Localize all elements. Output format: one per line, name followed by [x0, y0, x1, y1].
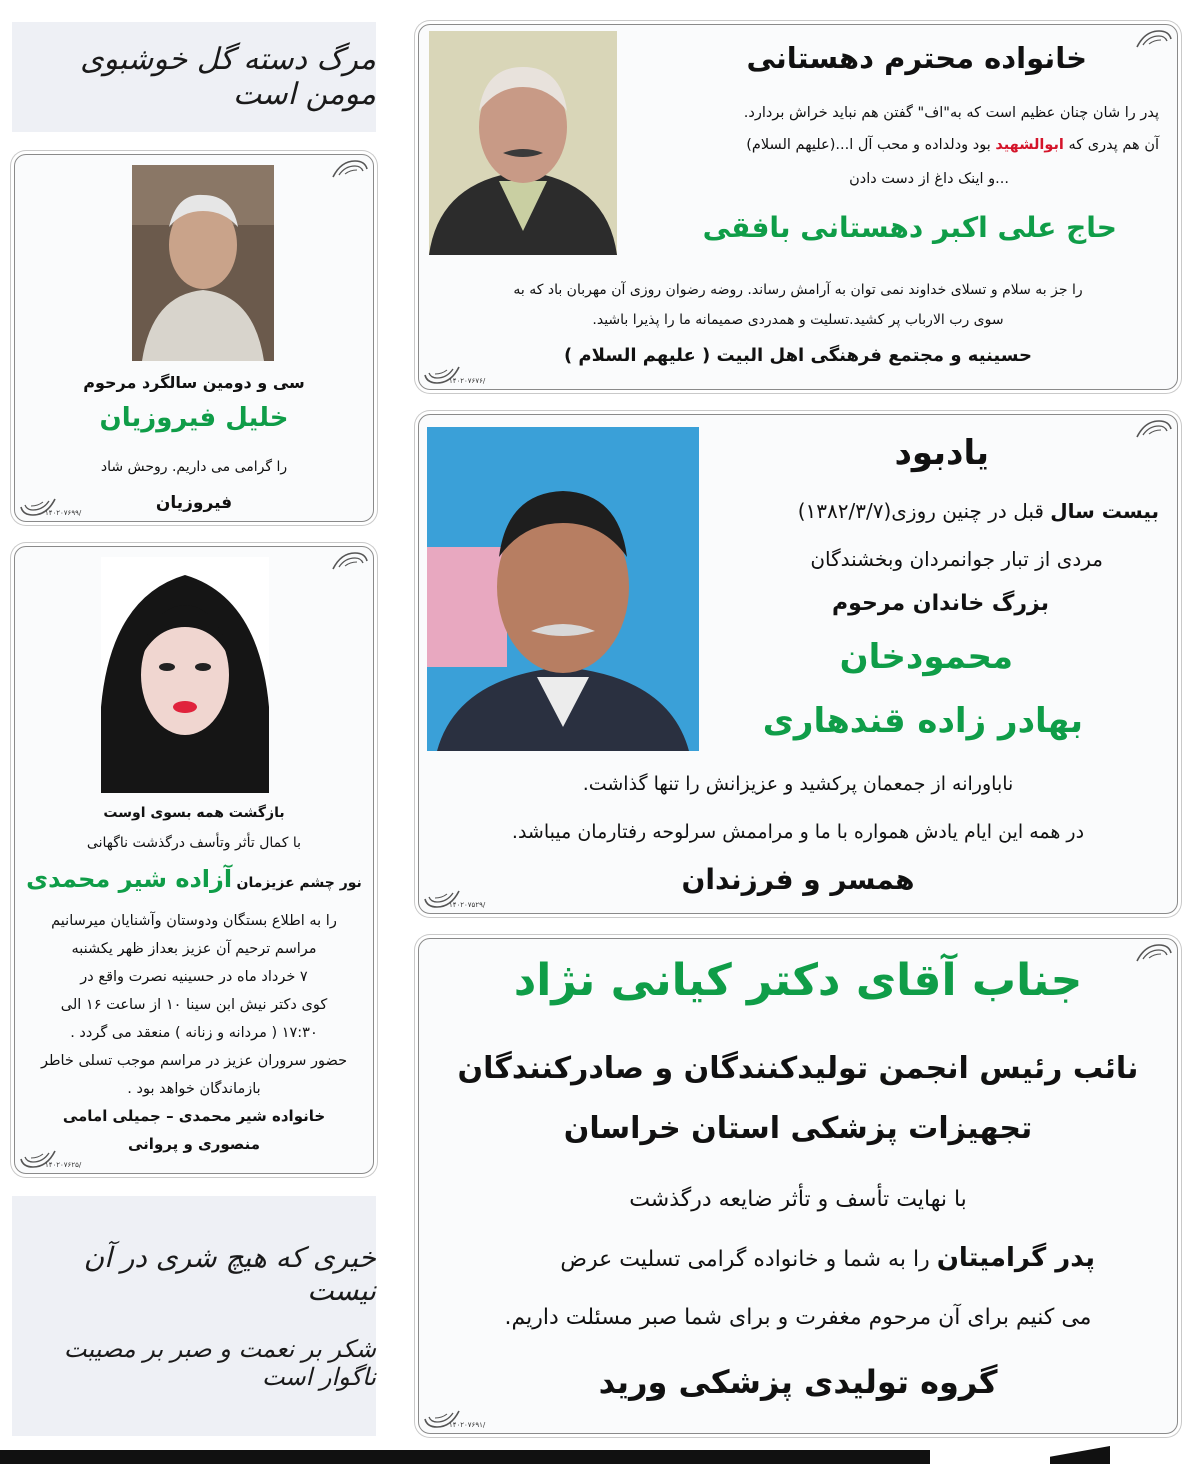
ad-body-line: کوی دکتر نیش ابن سینا ۱۰ از ساعت ۱۶ الی: [60, 997, 328, 1013]
ad-body-line: بازماندگان خواهد بود .: [127, 1081, 261, 1097]
ad-memorial-line1-rest: قبل در چنین روزی(۱۳۸۲/۳/۷): [797, 499, 1044, 523]
ad-memorial-line1-bold: بیست سال: [1050, 499, 1159, 523]
ad-body-line: ۷ خرداد ماه در حسینیه نصرت واقع در: [80, 969, 308, 985]
ad-memorial-line4: ناباورانه از جمعمان پرکشید و عزیزانش را تنها گذاشت.: [582, 773, 1014, 795]
ad-body-line: مراسم ترحیم آن عزیز بعداز ظهر یکشنبه: [71, 941, 317, 957]
portrait-photo: [101, 557, 269, 793]
quote-band-bottom: [12, 1196, 376, 1436]
ad-memorial-title: یادبود: [894, 433, 989, 473]
ad-memorial-line5: در همه این ایام یادش همواره با ما و مراممش سرلوحه رفتارمان میباشد.: [511, 821, 1085, 843]
ornament-icon: [1135, 417, 1173, 439]
ad-dehestani-line2: [746, 137, 1159, 153]
ad-kiani: [418, 938, 1178, 1434]
ad-memorial-line2: مردی از تبار جوانمردان وبخشندگان: [810, 547, 1103, 571]
ad-kiani-line3: می کنیم برای آن مرحوم مغفرت و برای شما صبر مسئلت داریم.: [504, 1305, 1092, 1330]
ad-body-line: را به اطلاع بستگان ودوستان وآشنایان میرسانیم: [51, 913, 337, 929]
ad-firoozian: [14, 154, 374, 522]
ad-code: ۱۴۰۲۰۷۶۷۶/: [449, 377, 486, 385]
ad-dehestani: [418, 24, 1178, 390]
portrait-photo: [427, 427, 699, 751]
ad-firoozian-name: خلیل فیروزیان: [99, 403, 289, 433]
ad-kiani-signature: گروه تولیدی پزشکی ورید: [598, 1363, 998, 1401]
ad-dehestani-signature: حسینیه و مجتمع فرهنگی اهل البیت ( علیهم السلام ): [563, 345, 1033, 366]
ad-kiani-role1: نائب رئیس انجمن تولیدکنندگان و صادرکنندگان: [457, 1051, 1139, 1086]
ad-dehestani-line3: ...و اینک داغ از دست دادن: [849, 171, 1009, 187]
ad-body-line: را جز به سلام و تسلای خداوند نمی توان به آرامش رساند. روضه رضوان روزی آن مهربان باد که به: [513, 282, 1083, 298]
ad-dehestani-highlight: ابوالشهید: [995, 137, 1064, 153]
ad-memorial-line1: [798, 499, 1159, 523]
ad-code: ۱۴۰۲۰۷۶۹۹/: [45, 509, 82, 517]
ad-dehestani-line1: پدر را شان چنان عظیم است که به"اف" گفتن هم نباید خراش بردارد.: [743, 105, 1159, 121]
ad-memorial-name2: بهادر زاده قندهاری: [762, 701, 1083, 741]
ad-kiani-role2: تجهیزات پزشکی استان خراسان: [563, 1111, 1033, 1146]
quote-band-top: [12, 22, 376, 132]
ad-kiani-line1: با نهایت تأسف و تأثر ضایعه درگذشت: [629, 1187, 967, 1212]
ad-code: ۱۴۰۲۰۷۵۲۹/: [449, 901, 486, 909]
portrait-photo: [429, 31, 617, 255]
quote-bottom-line-2: شکر بر نعمت و صبر بر مصیبت ناگوار است: [63, 1335, 376, 1391]
ad-shirmohammadi-name: آزاده شیر محمدی: [26, 865, 233, 893]
ad-shirmohammadi-name-line: [15, 865, 373, 893]
ad-body-line: سوی رب الارباب پر کشید.تسلیت و همدردی صمیمانه ما را پذیرا باشید.: [592, 312, 1004, 328]
ad-shirmohammadi-body: [21, 907, 367, 1103]
ad-body-line: حضور سروران عزیز در مراسم موجب تسلی خاطر: [40, 1053, 348, 1069]
quote-bottom-line-1: خیری که هیچ شری در آن نیست: [83, 1241, 376, 1307]
portrait-photo: [132, 165, 274, 361]
ad-firoozian-line2: را گرامی می داریم. روحش شاد: [100, 459, 288, 475]
ad-shirmohammadi-signature-1: خانواده شیر محمدی – جمیلی امامی: [62, 1107, 326, 1125]
ad-firoozian-signature: فیروزیان: [155, 493, 233, 513]
ad-kiani-line2-bold: پدر گرامیتان: [936, 1243, 1095, 1273]
bottom-bar: [0, 1450, 930, 1464]
ornament-icon: [331, 549, 369, 571]
ad-code: ۱۴۰۲۰۷۶۲۵/: [45, 1161, 82, 1169]
ad-memorial-signature: همسر و فرزندان: [681, 863, 915, 896]
ornament-icon: [1135, 27, 1173, 49]
ad-firoozian-line1: سی و دومین سالگرد مرحوم: [83, 373, 305, 392]
ad-shirmohammadi-signature-2: منصوری و پروانی: [128, 1135, 260, 1153]
ornament-icon: [331, 157, 369, 179]
ad-shirmohammadi-name-prefix: نور چشم عزیزمان: [236, 875, 362, 891]
ad-shirmohammadi-line2: با کمال تأثر وتأسف درگذشت ناگهانی: [86, 835, 302, 851]
ad-dehestani-body: [435, 275, 1161, 335]
ad-memorial: [418, 414, 1178, 914]
ad-dehestani-name: حاج علی اکبر دهستانی بافقی: [702, 211, 1117, 244]
ad-code: ۱۴۰۲۰۷۶۹۱/: [449, 1421, 486, 1429]
ad-kiani-line2: [560, 1243, 1095, 1273]
ad-dehestani-line2-b: بود ودلداده و محب آل ا...(علیهم السلام): [746, 137, 991, 153]
ad-memorial-name1: محمودخان: [839, 637, 1013, 677]
ad-kiani-line2-rest: را به شما و خانواده گرامی تسلیت عرض: [560, 1247, 930, 1272]
ad-shirmohammadi: [14, 546, 374, 1174]
quote-top-text: مرگ دسته گل خوشبوی مومن است: [80, 42, 376, 112]
ad-body-line: ۱۷:۳۰ ( مردانه و زنانه ) منعقد می گردد .: [70, 1025, 318, 1041]
ad-memorial-line3: بزرگ خاندان مرحوم: [832, 591, 1049, 616]
ad-dehestani-line2-a: آن هم پدری که: [1068, 137, 1159, 153]
bottom-mark: [1050, 1446, 1110, 1464]
ad-shirmohammadi-line1: بازگشت همه بسوی اوست: [103, 805, 285, 821]
ad-kiani-title: جناب آقای دکتر کیانی نژاد: [513, 955, 1083, 1006]
ad-dehestani-title: خانواده محترم دهستانی: [746, 41, 1087, 75]
